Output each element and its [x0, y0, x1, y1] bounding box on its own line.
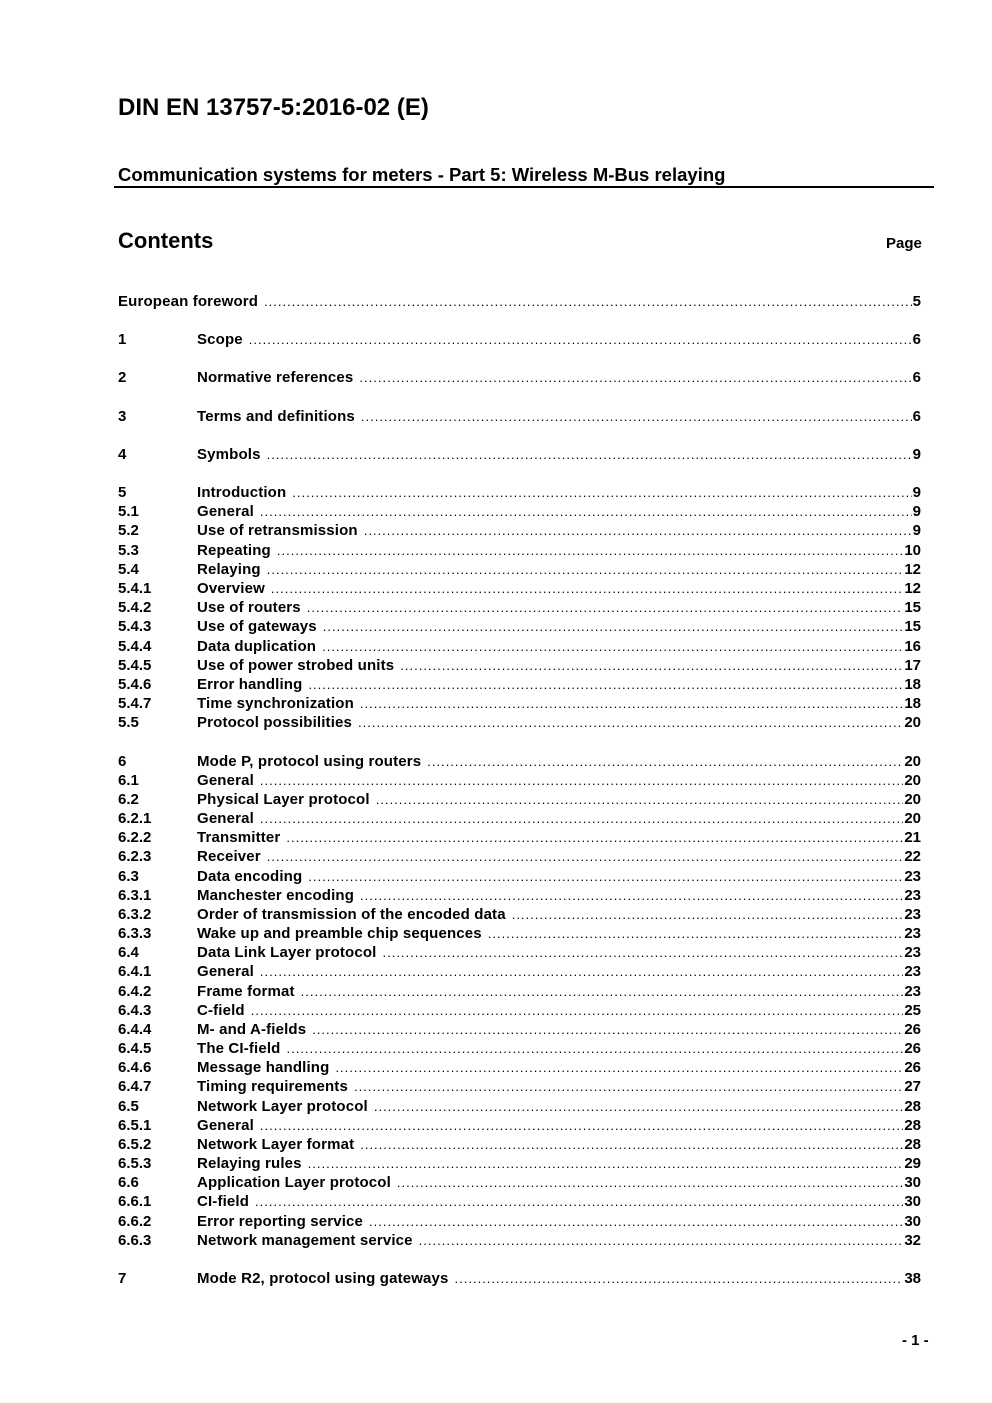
toc-entry[interactable]: [118, 407, 921, 427]
toc-entry-number: 5.4.5: [118, 657, 152, 674]
toc-entry-page: 28: [904, 1098, 921, 1115]
toc-entry-number: 6.4.2: [118, 983, 152, 1000]
toc-leader-dots: [358, 713, 903, 733]
toc-entry[interactable]: [118, 943, 921, 963]
toc-entry-title: Protocol possibilities: [197, 714, 352, 731]
document-title: DIN EN 13757-5:2016-02 (E): [118, 94, 429, 121]
toc-entry[interactable]: [118, 1212, 921, 1232]
toc-entry-title: Receiver: [197, 848, 261, 865]
toc-entry-page: 28: [904, 1136, 921, 1153]
toc-entry[interactable]: [118, 828, 921, 848]
toc-entry-page: 26: [904, 1059, 921, 1076]
toc-entry[interactable]: [118, 637, 921, 657]
toc-leader-dots: [323, 617, 904, 637]
toc-entry-number: 5.3: [118, 542, 139, 559]
toc-entry-page: 21: [904, 829, 921, 846]
toc-entry-page: 15: [904, 599, 921, 616]
toc-entry-page: 17: [904, 657, 921, 674]
toc-entry-number: 5.4.3: [118, 618, 152, 635]
toc-entry-title: Use of routers: [197, 599, 301, 616]
toc-entry-title: M- and A-fields: [197, 1021, 307, 1038]
toc-entry[interactable]: [118, 1097, 921, 1117]
toc-entry[interactable]: [118, 713, 921, 733]
toc-entry[interactable]: [118, 752, 921, 772]
toc-entry-title: Wake up and preamble chip sequences: [197, 925, 482, 942]
toc-entry-title: Relaying: [197, 561, 261, 578]
toc-entry[interactable]: [118, 847, 921, 867]
toc-entry-number: 6.4.6: [118, 1059, 152, 1076]
toc-entry[interactable]: [118, 617, 921, 637]
toc-leader-dots: [277, 541, 903, 561]
toc-entry-page: 23: [904, 887, 921, 904]
toc-leader-dots: [308, 1154, 904, 1174]
toc-entry-title: The CI-field: [197, 1040, 281, 1057]
document-subtitle: Communication systems for meters - Part 5: Wireless M-Bus relaying: [118, 164, 726, 185]
toc-leader-dots: [260, 771, 903, 791]
toc-entry[interactable]: [118, 1039, 921, 1059]
toc-entry-title: Network management service: [197, 1232, 413, 1249]
toc-leader-dots: [360, 1135, 903, 1155]
toc-entry-number: 3: [118, 408, 127, 425]
toc-entry-page: 9: [912, 446, 921, 463]
toc-entry-number: 7: [118, 1270, 127, 1287]
toc-leader-dots: [335, 1058, 903, 1078]
toc-entry-title: Data encoding: [197, 868, 303, 885]
toc-entry-title: European foreword: [118, 293, 259, 310]
toc-leader-dots: [376, 790, 904, 810]
toc-entry-page: 6: [912, 331, 921, 348]
toc-entry-page: 20: [904, 753, 921, 770]
toc-entry-page: 29: [904, 1155, 921, 1172]
toc-entry-page: 12: [904, 580, 921, 597]
toc-entry-title: Use of gateways: [197, 618, 317, 635]
toc-leader-dots: [249, 330, 912, 350]
toc-entry-number: 6.5: [118, 1098, 139, 1115]
toc-entry-number: 6.2.2: [118, 829, 152, 846]
toc-entry-title: Symbols: [197, 446, 261, 463]
toc-entry[interactable]: [118, 982, 921, 1002]
toc-leader-dots: [251, 1001, 904, 1021]
toc-entry-number: 6.4.7: [118, 1078, 152, 1095]
toc-entry-page: 6: [912, 408, 921, 425]
toc-entry[interactable]: [118, 1192, 921, 1212]
toc-entry-page: 16: [904, 638, 921, 655]
toc-leader-dots: [382, 943, 903, 963]
toc-entry[interactable]: [118, 867, 921, 887]
toc-entry-number: 6.3.2: [118, 906, 152, 923]
toc-entry-title: General: [197, 963, 254, 980]
toc-entry[interactable]: [118, 598, 921, 618]
toc-leader-dots: [267, 445, 912, 465]
toc-leader-dots: [292, 483, 911, 503]
toc-entry-title: CI-field: [197, 1193, 250, 1210]
toc-entry[interactable]: [118, 1116, 921, 1136]
toc-entry[interactable]: [118, 521, 921, 541]
toc-entry[interactable]: [118, 1020, 921, 1040]
toc-entry-number: 5.5: [118, 714, 139, 731]
toc-leader-dots: [301, 982, 904, 1002]
toc-entry-number: 1: [118, 331, 127, 348]
toc-entry-page: 20: [904, 714, 921, 731]
toc-entry-page: 9: [912, 522, 921, 539]
toc-leader-dots: [271, 579, 903, 599]
toc-entry-title: Use of power strobed units: [197, 657, 395, 674]
toc-leader-dots: [512, 905, 904, 925]
toc-entry[interactable]: [118, 541, 921, 561]
toc-entry[interactable]: [118, 905, 921, 925]
toc-leader-dots: [286, 1039, 903, 1059]
page-number: - 1 -: [902, 1332, 929, 1349]
toc-leader-dots: [286, 828, 903, 848]
toc-entry-page: 27: [904, 1078, 921, 1095]
toc-entry[interactable]: [118, 1231, 921, 1251]
toc-leader-dots: [260, 809, 903, 829]
toc-leader-dots: [322, 637, 903, 657]
toc-entry-number: 6.2: [118, 791, 139, 808]
toc-leader-dots: [359, 368, 911, 388]
toc-entry-number: 6: [118, 753, 127, 770]
toc-leader-dots: [354, 1077, 903, 1097]
toc-entry-title: Manchester encoding: [197, 887, 355, 904]
toc-entry-title: Network Layer format: [197, 1136, 355, 1153]
toc-entry[interactable]: [118, 924, 921, 944]
toc-entry-page: 23: [904, 868, 921, 885]
toc-entry-number: 6.6.2: [118, 1213, 152, 1230]
toc-entry-number: 6.4.3: [118, 1002, 152, 1019]
toc-entry-page: 18: [904, 676, 921, 693]
toc-entry-page: 30: [904, 1213, 921, 1230]
toc-entry-page: 32: [904, 1232, 921, 1249]
toc-entry[interactable]: [118, 1173, 921, 1193]
toc-entry-page: 23: [904, 925, 921, 942]
toc-entry-number: 5.4: [118, 561, 139, 578]
toc-entry-number: 6.4.4: [118, 1021, 152, 1038]
toc-entry-page: 20: [904, 772, 921, 789]
toc-entry-title: Time synchronization: [197, 695, 354, 712]
toc-entry-title: Data duplication: [197, 638, 317, 655]
toc-entry-title: Introduction: [197, 484, 287, 501]
toc-entry-title: General: [197, 503, 254, 520]
title-rule: [114, 186, 934, 188]
toc-entry[interactable]: [118, 1077, 921, 1097]
toc-entry-title: Scope: [197, 331, 243, 348]
contents-heading: Contents: [118, 228, 214, 253]
toc-entry-title: Frame format: [197, 983, 295, 1000]
toc-entry-title: Order of transmission of the encoded data: [197, 906, 506, 923]
toc-entry-title: Error handling: [197, 676, 303, 693]
page-column-heading: Page: [886, 235, 922, 252]
toc-entry-page: 26: [904, 1021, 921, 1038]
toc-entry-number: 6.1: [118, 772, 139, 789]
toc-entry-page: 23: [904, 963, 921, 980]
toc-entry[interactable]: [118, 502, 921, 522]
toc-leader-dots: [267, 560, 904, 580]
toc-entry-title: General: [197, 772, 254, 789]
toc-entry-page: 20: [904, 810, 921, 827]
toc-entry-title: General: [197, 1117, 254, 1134]
toc-entry-title: Transmitter: [197, 829, 281, 846]
toc-entry-number: 5.4.7: [118, 695, 152, 712]
toc-entry[interactable]: [118, 675, 921, 695]
toc-leader-dots: [260, 1116, 903, 1136]
toc-entry-page: 9: [912, 503, 921, 520]
toc-leader-dots: [267, 847, 904, 867]
toc-entry-number: 6.4.5: [118, 1040, 152, 1057]
toc-entry-page: 15: [904, 618, 921, 635]
toc-entry[interactable]: [118, 790, 921, 810]
toc-entry-page: 10: [904, 542, 921, 559]
toc-entry-page: 18: [904, 695, 921, 712]
toc-entry-number: 6.6: [118, 1174, 139, 1191]
toc-entry-page: 9: [912, 484, 921, 501]
toc-leader-dots: [360, 886, 903, 906]
toc-entry-number: 6.6.1: [118, 1193, 152, 1210]
toc-entry-page: 6: [912, 369, 921, 386]
toc-entry-page: 23: [904, 983, 921, 1000]
toc-entry-number: 2: [118, 369, 127, 386]
toc-entry-number: 6.3: [118, 868, 139, 885]
toc-entry-number: 5.4.4: [118, 638, 152, 655]
toc-entry-title: Relaying rules: [197, 1155, 302, 1172]
toc-entry-title: Application Layer protocol: [197, 1174, 391, 1191]
toc-entry-number: 6.5.3: [118, 1155, 152, 1172]
toc-entry-page: 23: [904, 906, 921, 923]
toc-leader-dots: [307, 598, 904, 618]
toc-entry-number: 6.2.3: [118, 848, 152, 865]
toc-entry-number: 6.2.1: [118, 810, 152, 827]
toc-leader-dots: [488, 924, 904, 944]
toc-entry-title: Error reporting service: [197, 1213, 364, 1230]
toc-leader-dots: [397, 1173, 903, 1193]
toc-entry-page: 12: [904, 561, 921, 578]
toc-entry-page: 5: [912, 293, 921, 310]
toc-leader-dots: [369, 1212, 903, 1232]
toc-leader-dots: [264, 292, 912, 312]
toc-leader-dots: [361, 407, 912, 427]
toc-entry-title: Message handling: [197, 1059, 330, 1076]
toc-entry-title: Normative references: [197, 369, 354, 386]
toc-leader-dots: [419, 1231, 904, 1251]
toc-entry-number: 5.4.1: [118, 580, 152, 597]
toc-entry[interactable]: [118, 962, 921, 982]
toc-entry-number: 6.3.3: [118, 925, 152, 942]
toc-entry-title: Repeating: [197, 542, 271, 559]
toc-entry-page: 20: [904, 791, 921, 808]
toc-entry[interactable]: [118, 445, 921, 465]
toc-entry-number: 6.6.3: [118, 1232, 152, 1249]
toc-leader-dots: [260, 962, 903, 982]
toc-leader-dots: [260, 502, 912, 522]
toc-entry[interactable]: [118, 1001, 921, 1021]
toc-entry[interactable]: [118, 483, 921, 503]
toc-entry-number: 4: [118, 446, 127, 463]
toc-entry-number: 6.3.1: [118, 887, 152, 904]
toc-leader-dots: [360, 694, 903, 714]
toc-entry[interactable]: [118, 809, 921, 829]
toc-entry-title: Use of retransmission: [197, 522, 358, 539]
toc-leader-dots: [308, 675, 903, 695]
toc-leader-dots: [308, 867, 903, 887]
toc-entry-title: Network Layer protocol: [197, 1098, 368, 1115]
toc-entry-number: 6.5.2: [118, 1136, 152, 1153]
toc-entry-number: 6.4: [118, 944, 139, 961]
toc-entry-page: 22: [904, 848, 921, 865]
toc-entry-page: 28: [904, 1117, 921, 1134]
toc-entry-title: Mode P, protocol using routers: [197, 753, 422, 770]
toc-leader-dots: [400, 656, 903, 676]
toc-entry-page: 38: [904, 1270, 921, 1287]
toc-entry-page: 25: [904, 1002, 921, 1019]
toc-entry-title: C-field: [197, 1002, 245, 1019]
toc-entry-title: Physical Layer protocol: [197, 791, 370, 808]
toc-leader-dots: [364, 521, 912, 541]
toc-entry-title: Terms and definitions: [197, 408, 355, 425]
toc-entry[interactable]: [118, 330, 921, 350]
toc-leader-dots: [255, 1192, 903, 1212]
toc-leader-dots: [312, 1020, 903, 1040]
toc-entry-number: 6.4.1: [118, 963, 152, 980]
toc-leader-dots: [455, 1269, 904, 1289]
toc-entry-number: 5.2: [118, 522, 139, 539]
toc-entry[interactable]: [118, 1154, 921, 1174]
toc-entry[interactable]: [118, 368, 921, 388]
toc-entry-title: Mode R2, protocol using gateways: [197, 1270, 449, 1287]
toc-entry-number: 5.1: [118, 503, 139, 520]
toc-entry[interactable]: [118, 886, 921, 906]
toc-entry[interactable]: [118, 1269, 921, 1289]
toc-entry-title: Timing requirements: [197, 1078, 348, 1095]
toc-entry[interactable]: [118, 560, 921, 580]
toc-entry[interactable]: [118, 579, 921, 599]
toc-entry[interactable]: [118, 771, 921, 791]
toc-entry[interactable]: [118, 1135, 921, 1155]
toc-entry-title: Overview: [197, 580, 265, 597]
toc-entry-number: 5.4.6: [118, 676, 152, 693]
toc-entry-page: 23: [904, 944, 921, 961]
toc-entry-page: 30: [904, 1174, 921, 1191]
toc-entry-title: Data Link Layer protocol: [197, 944, 377, 961]
toc-entry-page: 26: [904, 1040, 921, 1057]
toc-entry-page: 30: [904, 1193, 921, 1210]
toc-leader-dots: [374, 1097, 903, 1117]
toc-entry-number: 6.5.1: [118, 1117, 152, 1134]
toc-entry[interactable]: [118, 656, 921, 676]
toc-entry[interactable]: [118, 1058, 921, 1078]
toc-entry[interactable]: [118, 694, 921, 714]
toc-entry[interactable]: [118, 292, 921, 312]
toc-leader-dots: [427, 752, 903, 772]
toc-entry-number: 5.4.2: [118, 599, 152, 616]
toc-entry-title: General: [197, 810, 254, 827]
toc-entry-number: 5: [118, 484, 127, 501]
